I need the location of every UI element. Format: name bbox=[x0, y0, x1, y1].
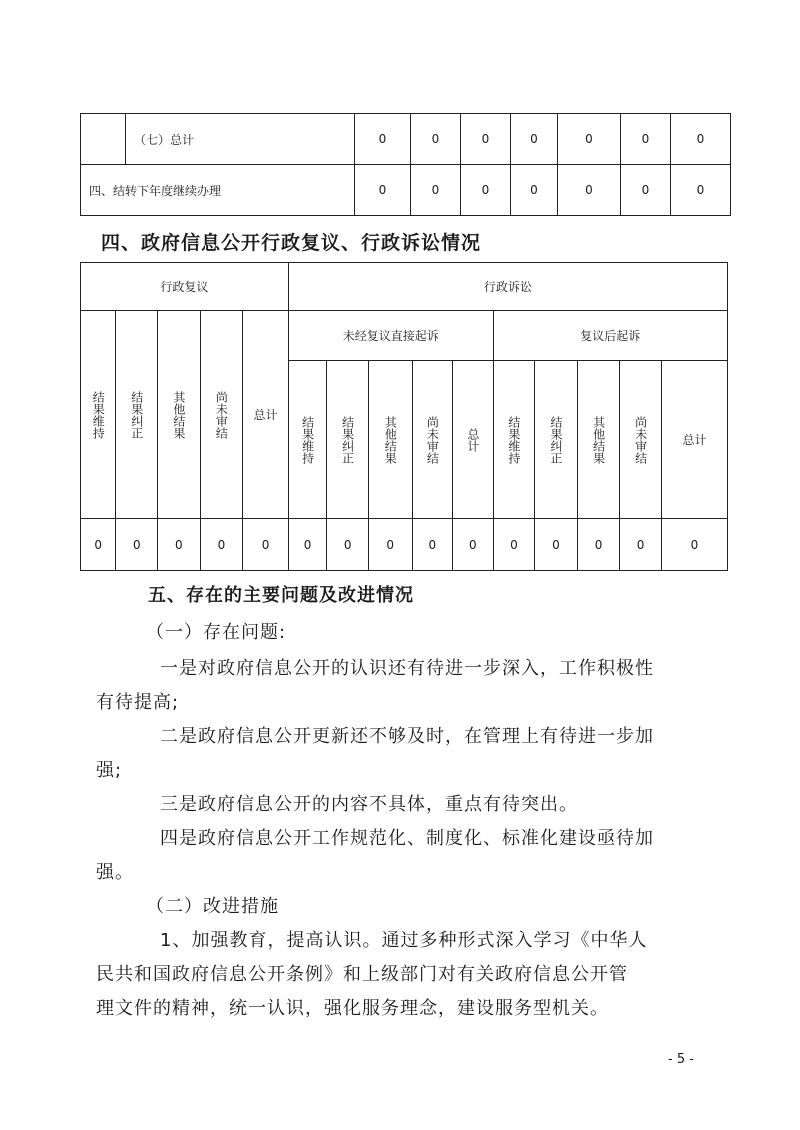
col-header: 结果纠正 bbox=[327, 361, 369, 519]
paragraph-line: 1、加强教育，提高认识。通过多种形式深入学习《中华人 bbox=[160, 930, 648, 951]
table-cell: 0 bbox=[620, 519, 662, 571]
table-header-row bbox=[81, 263, 728, 311]
header-direct-suit: 未经复议直接起诉 bbox=[288, 311, 493, 361]
table-cell: 0 bbox=[355, 114, 411, 165]
table-cell: 0 bbox=[327, 519, 369, 571]
col-header: 尚未审结 bbox=[200, 311, 243, 519]
table-cell: 0 bbox=[671, 165, 731, 216]
subheading-problems: （一）存在问题: bbox=[146, 622, 287, 643]
table-cell: 0 bbox=[411, 165, 461, 216]
col-header: 其他结果 bbox=[158, 311, 201, 519]
table-cell: 0 bbox=[511, 165, 558, 216]
paragraph-line: 理文件的精神，统一认识，强化服务理念，建设服务型机关。 bbox=[96, 998, 609, 1019]
paragraph-line: 一是对政府信息公开的认识还有待进一步深入，工作积极性 bbox=[160, 658, 654, 679]
table-cell: 0 bbox=[558, 165, 621, 216]
table-cell: 0 bbox=[81, 519, 116, 571]
table-cell bbox=[81, 114, 126, 165]
col-header: 结果维持 bbox=[81, 311, 116, 519]
table-cell: 0 bbox=[368, 519, 412, 571]
table-row bbox=[81, 165, 731, 216]
col-header-total: 总计 bbox=[453, 361, 494, 519]
paragraph-line: 二是政府信息公开更新还不够及时，在管理上有待进一步加 bbox=[160, 726, 654, 747]
col-header: 尚未审结 bbox=[620, 361, 662, 519]
table-cell: 0 bbox=[243, 519, 289, 571]
col-header: 结果纠正 bbox=[116, 311, 158, 519]
header-after-review-suit: 复议后起诉 bbox=[493, 311, 727, 361]
paragraph-line: 强。 bbox=[96, 862, 134, 883]
subheading-measures: （二）改进措施 bbox=[146, 896, 279, 917]
table-cell: 0 bbox=[558, 114, 621, 165]
table-cell: 0 bbox=[116, 519, 158, 571]
table-cell: 0 bbox=[461, 165, 511, 216]
header-admin-review: 行政复议 bbox=[81, 263, 289, 311]
section-5-heading: 五、存在的主要问题及改进情况 bbox=[148, 585, 414, 606]
row-label: 四、结转下年度继续办理 bbox=[81, 165, 355, 216]
col-header: 其他结果 bbox=[577, 361, 620, 519]
page-number: - 5 - bbox=[668, 1052, 694, 1067]
col-header: 结果纠正 bbox=[535, 361, 578, 519]
table-row bbox=[81, 519, 728, 571]
col-header: 结果维持 bbox=[493, 361, 535, 519]
table-cell: 0 bbox=[200, 519, 243, 571]
paragraph-line: 民共和国政府信息公开条例》和上级部门对有关政府信息公开管 bbox=[96, 964, 628, 985]
header-admin-litigation: 行政诉讼 bbox=[288, 263, 727, 311]
table-cell: 0 bbox=[158, 519, 201, 571]
table-cell: 0 bbox=[411, 114, 461, 165]
statistics-table-top bbox=[80, 113, 731, 216]
table-row bbox=[81, 114, 731, 165]
table-cell: 0 bbox=[621, 114, 671, 165]
paragraph-line: 四是政府信息公开工作规范化、制度化、标准化建设亟待加 bbox=[160, 828, 654, 849]
table-cell: 0 bbox=[671, 114, 731, 165]
table-cell: 0 bbox=[355, 165, 411, 216]
col-header: 尚未审结 bbox=[412, 361, 453, 519]
table-cell: 0 bbox=[661, 519, 727, 571]
section-4-heading: 四、政府信息公开行政复议、行政诉讼情况 bbox=[101, 232, 482, 254]
paragraph-line: 强; bbox=[96, 760, 123, 781]
table-cell: 0 bbox=[461, 114, 511, 165]
paragraph-line: 有待提高; bbox=[96, 692, 180, 713]
col-header: 结果维持 bbox=[288, 361, 327, 519]
table-cell: 0 bbox=[453, 519, 494, 571]
paragraph-line: 三是政府信息公开的内容不具体，重点有待突出。 bbox=[160, 794, 578, 815]
row-label: （七）总计 bbox=[126, 114, 355, 165]
col-header: 其他结果 bbox=[368, 361, 412, 519]
table-cell: 0 bbox=[288, 519, 327, 571]
table-cell: 0 bbox=[493, 519, 535, 571]
review-litigation-table bbox=[80, 262, 728, 571]
table-cell: 0 bbox=[577, 519, 620, 571]
table-header-row bbox=[81, 311, 728, 361]
table-cell: 0 bbox=[412, 519, 453, 571]
col-header-total: 总计 bbox=[661, 361, 727, 519]
table-cell: 0 bbox=[621, 165, 671, 216]
col-header-total: 总计 bbox=[243, 311, 289, 519]
table-cell: 0 bbox=[535, 519, 578, 571]
table-cell: 0 bbox=[511, 114, 558, 165]
